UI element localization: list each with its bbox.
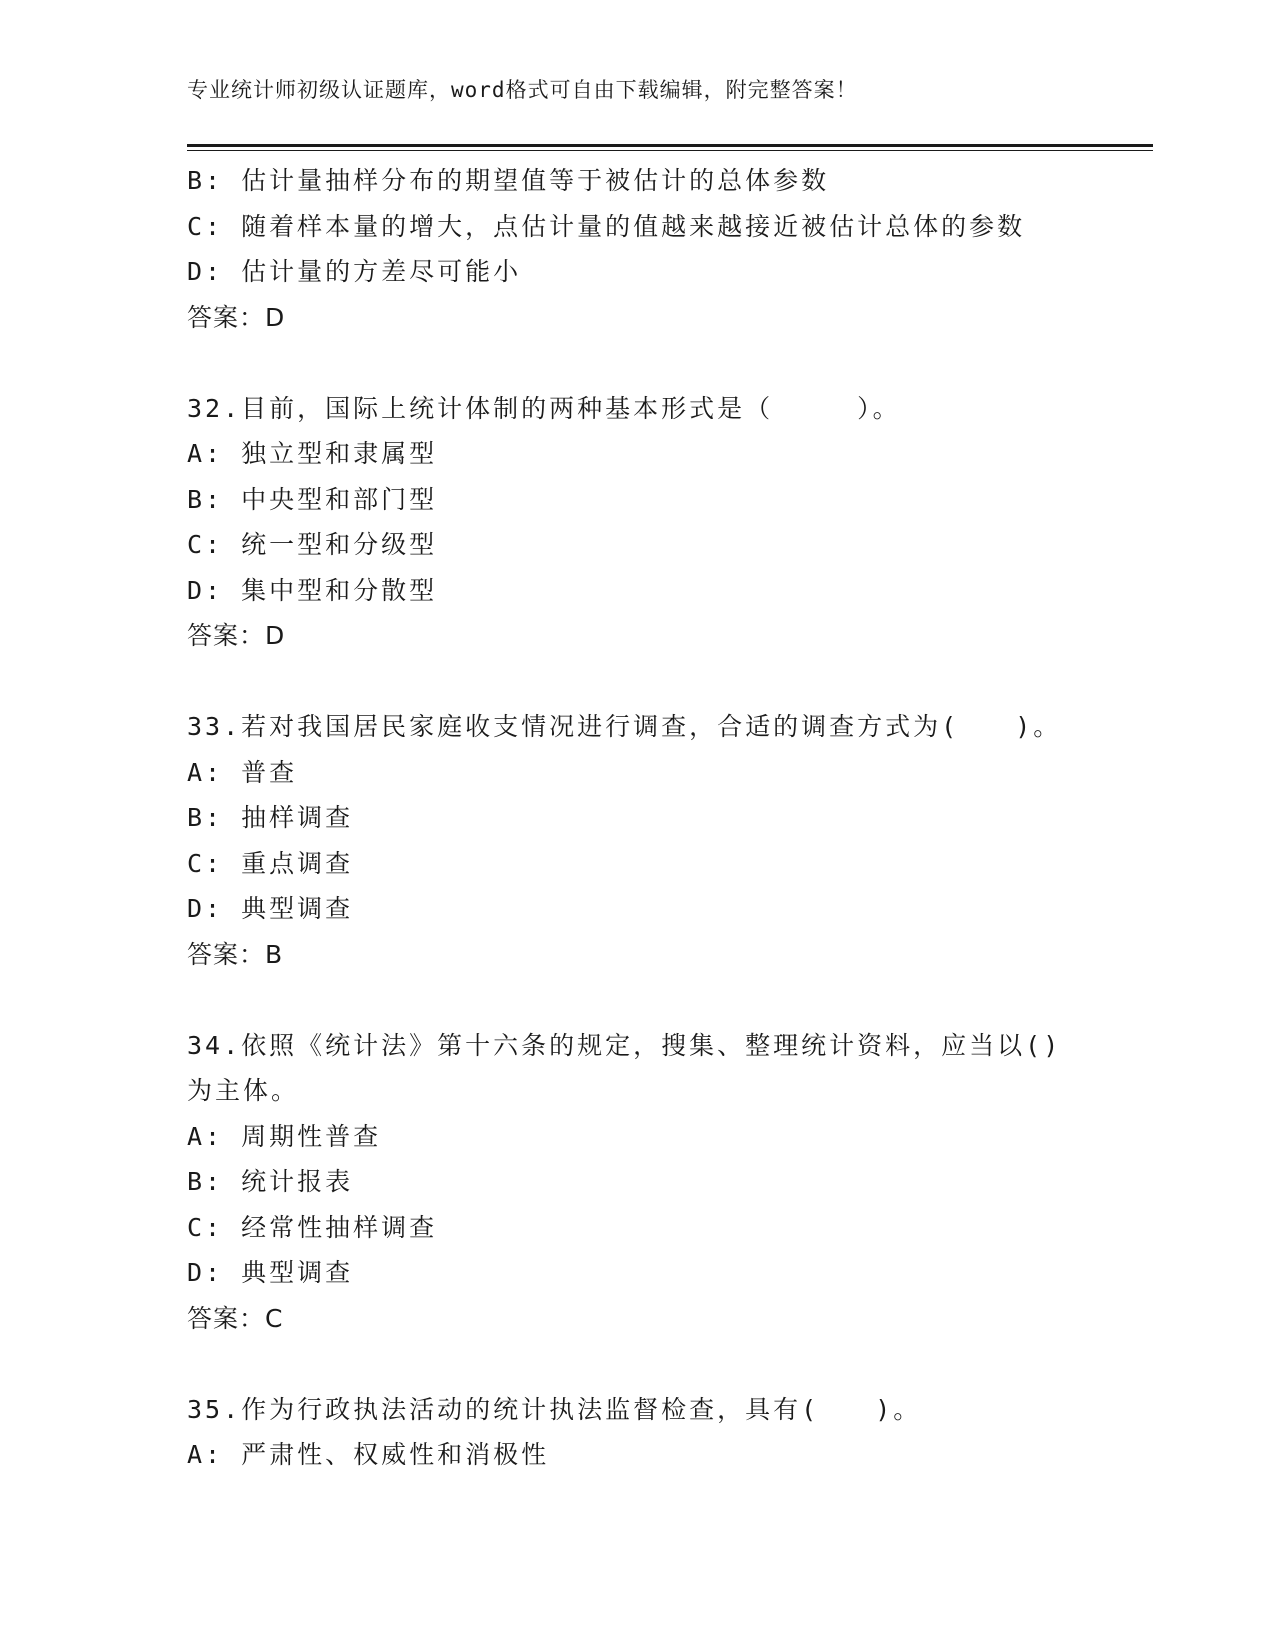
question-34 <box>187 1023 1087 1342</box>
option-d: D: 典型调查 <box>187 1258 354 1287</box>
question-31-continued <box>187 158 1087 340</box>
option-b: B: 统计报表 <box>187 1167 354 1196</box>
option-a: A: 周期性普查 <box>187 1121 382 1151</box>
answer-line: 答案：C <box>187 1303 284 1333</box>
question-35 <box>187 1387 1087 1478</box>
document-body <box>187 158 1087 1478</box>
header-divider-thin <box>187 150 1153 151</box>
option-d: D: 典型调查 <box>187 894 354 923</box>
option-d: D: 估计量的方差尽可能小 <box>187 257 522 286</box>
question-text-continued: 为主体。 <box>187 1076 300 1105</box>
question-33 <box>187 704 1087 977</box>
option-a: A: 普查 <box>187 757 298 787</box>
option-b: B: 中央型和部门型 <box>187 484 438 514</box>
option-a: A: 严肃性、权威性和消极性 <box>187 1440 550 1469</box>
question-text: 35.作为行政执法活动的统计执法监督检查，具有( )。 <box>187 1394 922 1424</box>
header-divider-thick <box>187 144 1153 147</box>
question-text: 32.目前，国际上统计体制的两种基本形式是（ ）。 <box>187 393 901 423</box>
option-d: D: 集中型和分散型 <box>187 575 438 605</box>
page-header: 专业统计师初级认证题库，word格式可自由下载编辑，附完整答案！ <box>187 78 858 102</box>
answer-line: 答案：B <box>187 939 284 969</box>
answer-line: 答案：D <box>187 302 286 332</box>
option-b: B: 估计量抽样分布的期望值等于被估计的总体参数 <box>187 166 830 195</box>
spacer <box>187 340 1087 386</box>
question-text: 34.依照《统计法》第十六条的规定，搜集、整理统计资料，应当以() <box>187 1030 1062 1060</box>
question-32 <box>187 386 1087 659</box>
option-c: C: 统一型和分级型 <box>187 530 438 559</box>
answer-line: 答案：D <box>187 621 286 650</box>
spacer <box>187 1341 1087 1387</box>
option-c: C: 经常性抽样调查 <box>187 1212 438 1242</box>
spacer <box>187 977 1087 1023</box>
option-a: A: 独立型和隶属型 <box>187 439 438 468</box>
option-b: B: 抽样调查 <box>187 803 354 832</box>
question-text: 33.若对我国居民家庭收支情况进行调查，合适的调查方式为( )。 <box>187 712 1062 741</box>
option-c: C: 重点调查 <box>187 848 354 878</box>
option-c: C: 随着样本量的增大，点估计量的值越来越接近被估计总体的参数 <box>187 211 1026 241</box>
spacer <box>187 659 1087 705</box>
